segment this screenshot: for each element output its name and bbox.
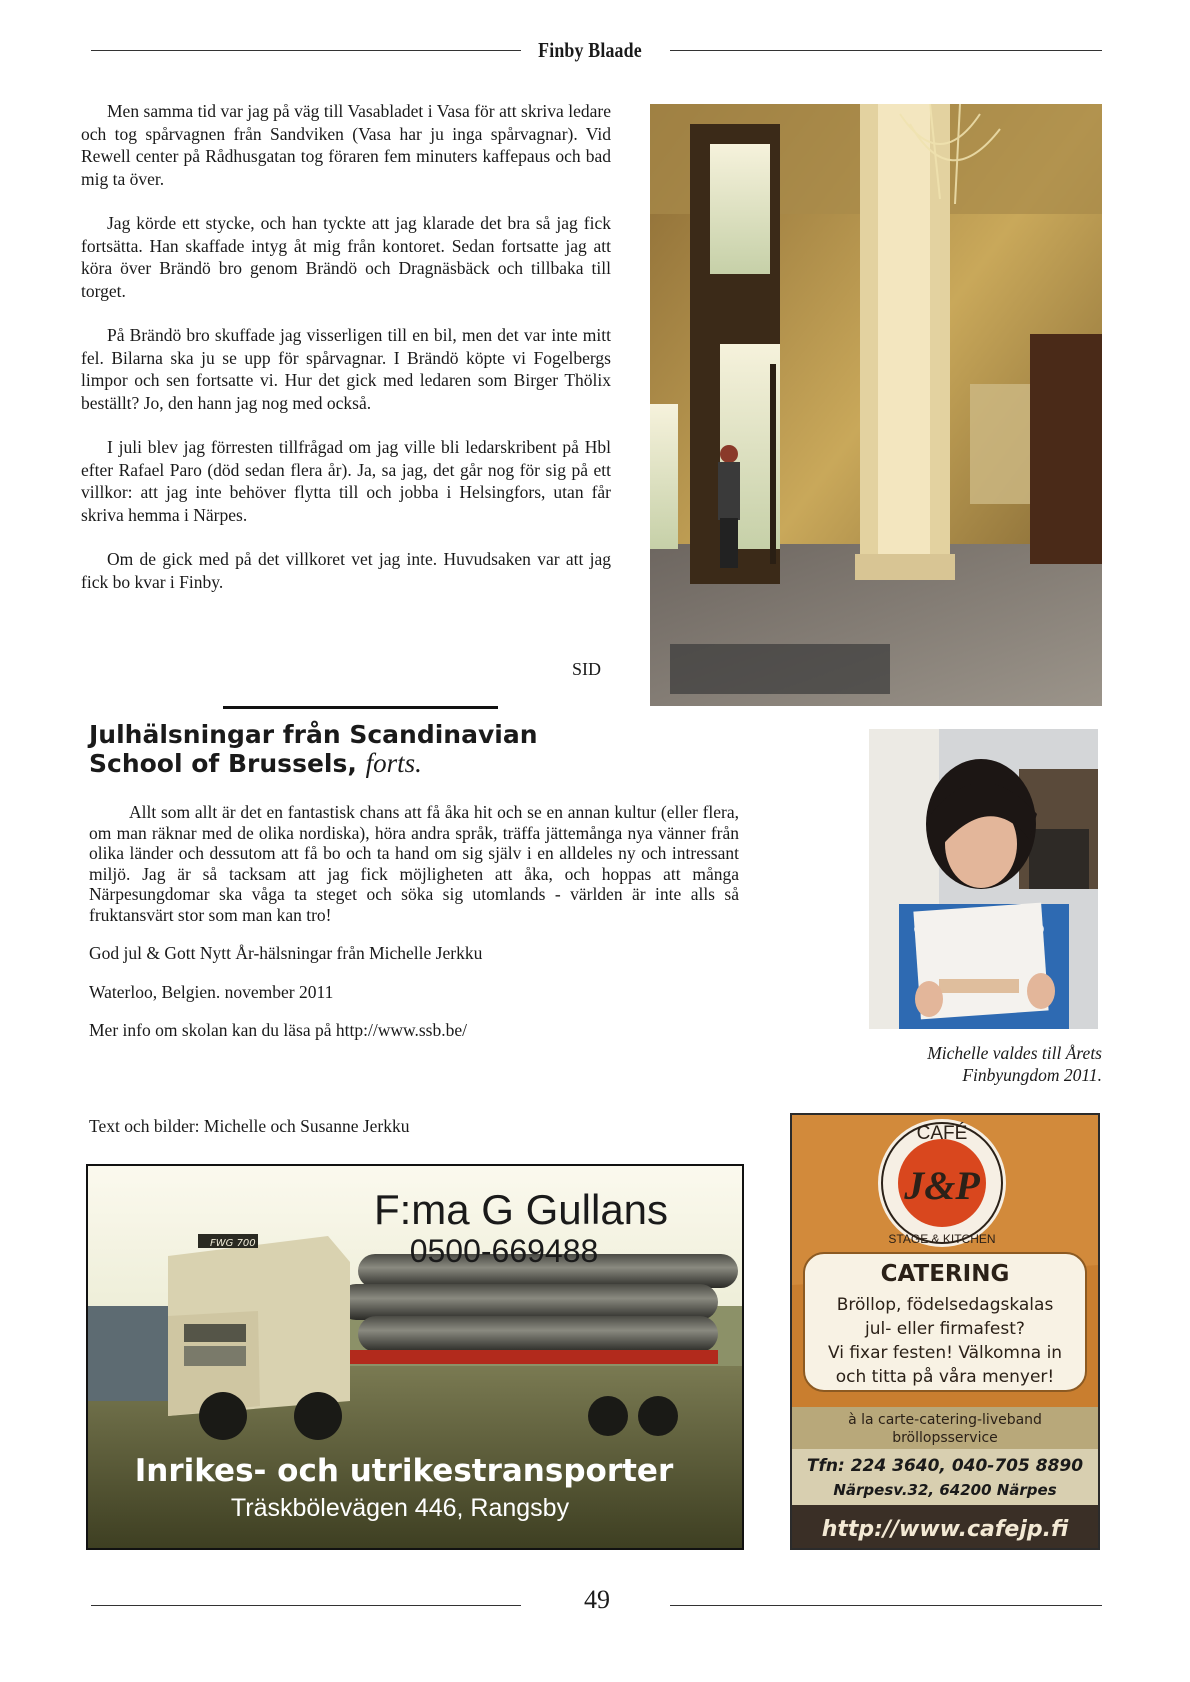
dateline: Waterloo, Belgien. november 2011: [89, 981, 334, 1002]
cafe-logo-top: CAFÉ: [916, 1123, 968, 1144]
cafe-url: http://www.cafejp.fi: [821, 1517, 1069, 1542]
masthead-title: Finby Blaade: [538, 38, 642, 62]
cafe-services: à la carte-catering-liveband: [848, 1412, 1042, 1428]
cafe-address: Närpesv.32, 64200 Närpes: [833, 1481, 1057, 1499]
paragraph: Om de gick med på det villkoret vet jag inte. Huvudsaken var att jag fick bo kvar i Finby.: [81, 549, 611, 592]
gullans-phone: 0500-669488: [409, 1233, 599, 1269]
section-divider: [223, 706, 498, 709]
header-rule-right: [670, 50, 1102, 51]
photo-caption: Michelle valdes till Årets Finbyungdom 2011.: [927, 1043, 1102, 1085]
gullans-name: F:ma G Gullans: [373, 1186, 669, 1233]
headline-text: Julhälsningar från Scandinavian School of Brussels,: [89, 720, 538, 778]
article-headline: [89, 720, 629, 778]
cafe-logo-bottom: STAGE & KITCHEN: [888, 1232, 996, 1246]
portrait-photo: [869, 729, 1098, 1029]
article-signature: SID: [572, 659, 602, 679]
more-info-line: Mer info om skolan kan du läsa på http://www.ssb.be/: [89, 1020, 467, 1040]
cafe-line: jul- eller firmafest?: [865, 1319, 1025, 1339]
truck-plate: FWG 700: [210, 1238, 256, 1249]
cafe-jp-ad: [790, 1113, 1100, 1550]
article-sid: [81, 100, 611, 615]
gullans-address: Träskbölevägen 446, Rangsby: [230, 1494, 570, 1522]
paragraph: Men samma tid var jag på väg till Vasabladet i Vasa för att skriva ledare och tog spårvagnen från Sandviken (Vasa har ju inga spårvagnar). Vid Rewell center på Rådhusgatan tog föraren fem minuters kaffepaus och bad mig ta över.: [81, 101, 611, 189]
cafe-line: och titta på våra menyer!: [835, 1367, 1055, 1387]
gullans-transport-ad: [86, 1164, 744, 1550]
cafe-phone: Tfn: 224 3640, 040-705 8890: [806, 1456, 1084, 1476]
header-rule-left: [91, 50, 521, 51]
cafe-line: Vi fixar festen! Välkomna in: [827, 1343, 1063, 1363]
cafe-logo-monogram: J&P: [904, 1163, 980, 1208]
cafe-catering-heading: CATERING: [880, 1261, 1010, 1287]
paragraph: I juli blev jag förresten tillfrågad om jag ville bli ledarskribent på Hbl efter Rafael Paro (död sedan flera år). Ja, sa jag, det går nog för sig på ett villkor: att jag inte behöver flytta till och jobba i Helsingfors, utan får skriva hemma i Närpes.: [81, 437, 611, 525]
greeting-line: God jul & Gott Nytt År-hälsningar från Michelle Jerkku: [89, 943, 483, 963]
article-brussels: [89, 802, 739, 1059]
cafe-line: Bröllop, födelsedagskalas: [836, 1295, 1054, 1315]
footer-rule-right: [670, 1605, 1102, 1606]
page-number: 49: [584, 1585, 610, 1614]
paragraph: Jag körde ett stycke, och han tyckte att jag klarade det bra så jag fick fortsätta. Han skaffade intyg åt mig från kontoret. Sedan fortsatte jag att köra över Brändö bro genom Brändö och Dragnäsbäck och tillbaka till torget.: [81, 213, 611, 301]
photo-credits: Text och bilder: Michelle och Susanne Jerkku: [89, 1116, 410, 1136]
hall-interior-photo: [650, 104, 1102, 706]
paragraph: På Brändö bro skuffade jag visserligen till en bil, men det var inte mitt fel. Bilarna ska ju se upp för spårvagnar. I Brändö köpte vi Fogelbergs limpor och sen fortsatte vi. Hur det gick med ledaren som Birger Thölix beställt? Jo, den hann jag nog med också.: [81, 325, 611, 413]
cafe-services: bröllopsservice: [892, 1430, 998, 1446]
footer-rule-left: [91, 1605, 521, 1606]
gullans-tagline: Inrikes- och utrikestransporter: [134, 1453, 674, 1489]
headline-continued: forts.: [365, 748, 422, 778]
paragraph: Allt som allt är det en fantastisk chans att få åka hit och se en annan kultur (eller flera, om man räknar med de olika nordiska), höra andra språk, träffa jättemånga nya vänner från olika länder och dessutom att få bo och ta hand om sig själv i en alldeles ny och intressant miljö. Jag är så tacksam att jag fick möjligheten att åka, och hoppas att många Närpesungdomar ska våga ta steget och söka sig utomlands - världen är inte alls så fruktansvärt stor som man kan tro!: [89, 802, 739, 925]
